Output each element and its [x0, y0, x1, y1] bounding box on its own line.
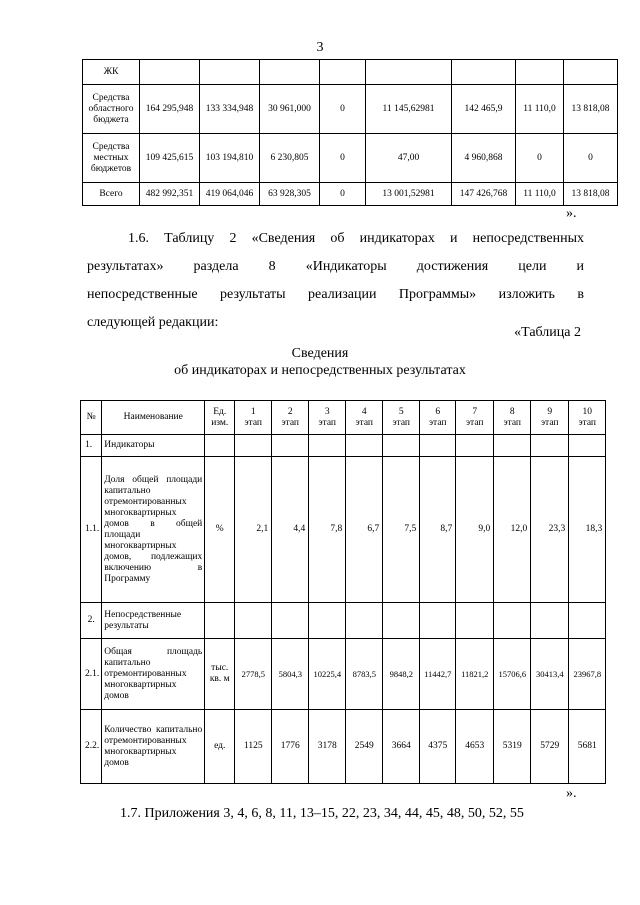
- table-cell: [272, 435, 309, 457]
- row-name: Количество капитально отремонтированных многоквартирных домов: [102, 710, 205, 784]
- table-cell: 7,5: [383, 457, 420, 603]
- row-name: Общая площадь капитально отремонтированных многоквартирных домов: [102, 639, 205, 710]
- table-cell: 8783,5: [346, 639, 383, 710]
- table-cell: [260, 60, 320, 85]
- table-cell: [456, 603, 494, 639]
- row-unit: %: [205, 457, 235, 603]
- table-cell: 0: [564, 134, 618, 183]
- table-cell: 482 992,351: [140, 183, 200, 206]
- table-cell: [140, 60, 200, 85]
- table-row: [83, 183, 618, 206]
- table-cell: [235, 435, 272, 457]
- table-cell: 63 928,305: [260, 183, 320, 206]
- table-cell: 3664: [383, 710, 420, 784]
- table-cell: 9,0: [456, 457, 494, 603]
- header-stage: [420, 401, 456, 435]
- table-cell: [420, 603, 456, 639]
- row-num: 2.: [81, 603, 102, 639]
- table-cell: 0: [320, 134, 366, 183]
- table-cell: [456, 435, 494, 457]
- table-cell: [346, 603, 383, 639]
- section-row: [81, 435, 606, 457]
- table-cell: 9848,2: [383, 639, 420, 710]
- table-row: [81, 639, 606, 710]
- table-cell: 142 465,9: [452, 85, 516, 134]
- table-label: «Таблица 2: [514, 325, 581, 340]
- table-cell: [531, 435, 569, 457]
- stage-number: 8: [509, 406, 515, 417]
- table-cell: 0: [320, 183, 366, 206]
- table-cell: 5804,3: [272, 639, 309, 710]
- indicators-table: [80, 400, 606, 784]
- stage-number: 4: [361, 406, 367, 417]
- stage-number: 2: [287, 406, 293, 417]
- header-stage: [383, 401, 420, 435]
- paragraph-line: непосредственные результаты реализации Программы» изложить в: [87, 287, 584, 302]
- row-unit: ед.: [205, 710, 235, 784]
- table-cell: [205, 435, 235, 457]
- table-cell: 13 818,08: [564, 85, 618, 134]
- table-cell: 4653: [456, 710, 494, 784]
- table-cell: [309, 603, 346, 639]
- table-cell: [494, 603, 531, 639]
- stage-word: этап: [244, 417, 263, 428]
- row-name: Доля общей площади капитально отремонтированных многоквартирных домов в общей площади многоквартирных домов, подлежащих включению в Программу: [102, 457, 205, 603]
- table-cell: [235, 603, 272, 639]
- row-label: Средства областного бюджета: [83, 85, 140, 134]
- header-stage: [346, 401, 383, 435]
- table-cell: 6 230,805: [260, 134, 320, 183]
- table-cell: [309, 435, 346, 457]
- table-cell: [452, 60, 516, 85]
- stage-word: этап: [318, 417, 337, 428]
- stage-number: 1: [250, 406, 256, 417]
- row-num: 2.2.: [81, 710, 102, 784]
- table-cell: 5319: [494, 710, 531, 784]
- table-title: [0, 345, 640, 379]
- table-cell: 2778,5: [235, 639, 272, 710]
- table-cell: 13 818,08: [564, 183, 618, 206]
- table-cell: 5681: [569, 710, 606, 784]
- table-cell: 1776: [272, 710, 309, 784]
- table-cell: 4375: [420, 710, 456, 784]
- stage-number: 9: [547, 406, 553, 417]
- header-name: Наименование: [102, 401, 205, 435]
- table-cell: 18,3: [569, 457, 606, 603]
- header-stage: [456, 401, 494, 435]
- table-cell: 1125: [235, 710, 272, 784]
- table-row: [81, 710, 606, 784]
- table-cell: 147 426,768: [452, 183, 516, 206]
- table-cell: [420, 435, 456, 457]
- stage-word: этап: [503, 417, 522, 428]
- stage-number: 5: [398, 406, 404, 417]
- table-cell: 11821,2: [456, 639, 494, 710]
- table-cell: 133 334,948: [200, 85, 260, 134]
- paragraph-line: 1.6. Таблицу 2 «Сведения об индикаторах и непосредственных: [128, 231, 584, 246]
- header-num: №: [81, 401, 102, 435]
- stage-number: 6: [435, 406, 441, 417]
- table-cell: [516, 60, 564, 85]
- stage-word: этап: [540, 417, 559, 428]
- stage-number: 3: [324, 406, 330, 417]
- table-cell: 2549: [346, 710, 383, 784]
- table-cell: 4,4: [272, 457, 309, 603]
- table-cell: 2,1: [235, 457, 272, 603]
- table-cell: 11442,7: [420, 639, 456, 710]
- row-num: 1.1.: [81, 457, 102, 603]
- table-cell: [320, 60, 366, 85]
- table-cell: [200, 60, 260, 85]
- stage-number: 10: [582, 406, 592, 417]
- stage-word: этап: [281, 417, 300, 428]
- table-cell: [272, 603, 309, 639]
- row-name: Индикаторы: [102, 435, 205, 457]
- table-cell: 103 194,810: [200, 134, 260, 183]
- table-cell: 11 145,62981: [366, 85, 452, 134]
- paragraph-1-6: [87, 225, 584, 337]
- table-cell: 5729: [531, 710, 569, 784]
- table-cell: [346, 435, 383, 457]
- stage-word: этап: [578, 417, 597, 428]
- row-label: Средства местных бюджетов: [83, 134, 140, 183]
- stage-word: этап: [428, 417, 447, 428]
- table-cell: 23967,8: [569, 639, 606, 710]
- table-cell: [564, 60, 618, 85]
- table-row: [83, 60, 618, 85]
- table-cell: [569, 603, 606, 639]
- closing-quote: ».: [566, 206, 577, 221]
- table-cell: 109 425,615: [140, 134, 200, 183]
- table-cell: [205, 603, 235, 639]
- table-cell: 30 961,000: [260, 85, 320, 134]
- table-cell: 47,00: [366, 134, 452, 183]
- row-label: Всего: [83, 183, 140, 206]
- stage-word: этап: [392, 417, 411, 428]
- table-cell: 419 064,046: [200, 183, 260, 206]
- table-title-line: Сведения: [291, 346, 349, 361]
- section-row: [81, 603, 606, 639]
- table-cell: 12,0: [494, 457, 531, 603]
- header-stage: [494, 401, 531, 435]
- table-cell: [494, 435, 531, 457]
- table-cell: 11 110,0: [516, 183, 564, 206]
- row-unit: тыс. кв. м: [205, 639, 235, 710]
- table-cell: 3178: [309, 710, 346, 784]
- stage-word: этап: [465, 417, 484, 428]
- table-cell: [366, 60, 452, 85]
- table-header-row: [81, 401, 606, 435]
- stage-word: этап: [355, 417, 374, 428]
- table-cell: 0: [320, 85, 366, 134]
- table-cell: 4 960,868: [452, 134, 516, 183]
- page-number: 3: [316, 40, 324, 55]
- stage-number: 7: [472, 406, 478, 417]
- table-cell: 0: [516, 134, 564, 183]
- table-cell: 23,3: [531, 457, 569, 603]
- table-title-line: об индикаторах и непосредственных результатах: [174, 363, 466, 378]
- table-cell: 10225,4: [309, 639, 346, 710]
- table-cell: 8,7: [420, 457, 456, 603]
- table-row: [81, 457, 606, 603]
- table-cell: 15706,6: [494, 639, 531, 710]
- paragraph-1-7: 1.7. Приложения 3, 4, 6, 8, 11, 13–15, 22, 23, 34, 44, 45, 48, 50, 52, 55: [120, 806, 524, 821]
- table-cell: 11 110,0: [516, 85, 564, 134]
- table-cell: 7,8: [309, 457, 346, 603]
- table-cell: [383, 435, 420, 457]
- table-cell: 164 295,948: [140, 85, 200, 134]
- row-label: ЖК: [83, 60, 140, 85]
- row-num: 2.1.: [81, 639, 102, 710]
- header-unit: Ед. изм.: [205, 401, 235, 435]
- header-stage: [531, 401, 569, 435]
- header-stage: [309, 401, 346, 435]
- header-stage: [569, 401, 606, 435]
- table-cell: 30413,4: [531, 639, 569, 710]
- table-cell: 13 001,52981: [366, 183, 452, 206]
- table-cell: [383, 603, 420, 639]
- table-cell: [531, 603, 569, 639]
- header-stage: [235, 401, 272, 435]
- table-cell: [569, 435, 606, 457]
- paragraph-line: следующей редакции:: [87, 315, 219, 330]
- table-cell: 6,7: [346, 457, 383, 603]
- row-num: 1.: [81, 435, 102, 457]
- header-stage: [272, 401, 309, 435]
- budget-table: [82, 59, 618, 206]
- paragraph-line: результатах» раздела 8 «Индикаторы достижения цели и: [87, 259, 584, 274]
- row-name: Непосредственные результаты: [102, 603, 205, 639]
- closing-quote: ».: [566, 786, 577, 801]
- table-row: [83, 134, 618, 183]
- table-row: [83, 85, 618, 134]
